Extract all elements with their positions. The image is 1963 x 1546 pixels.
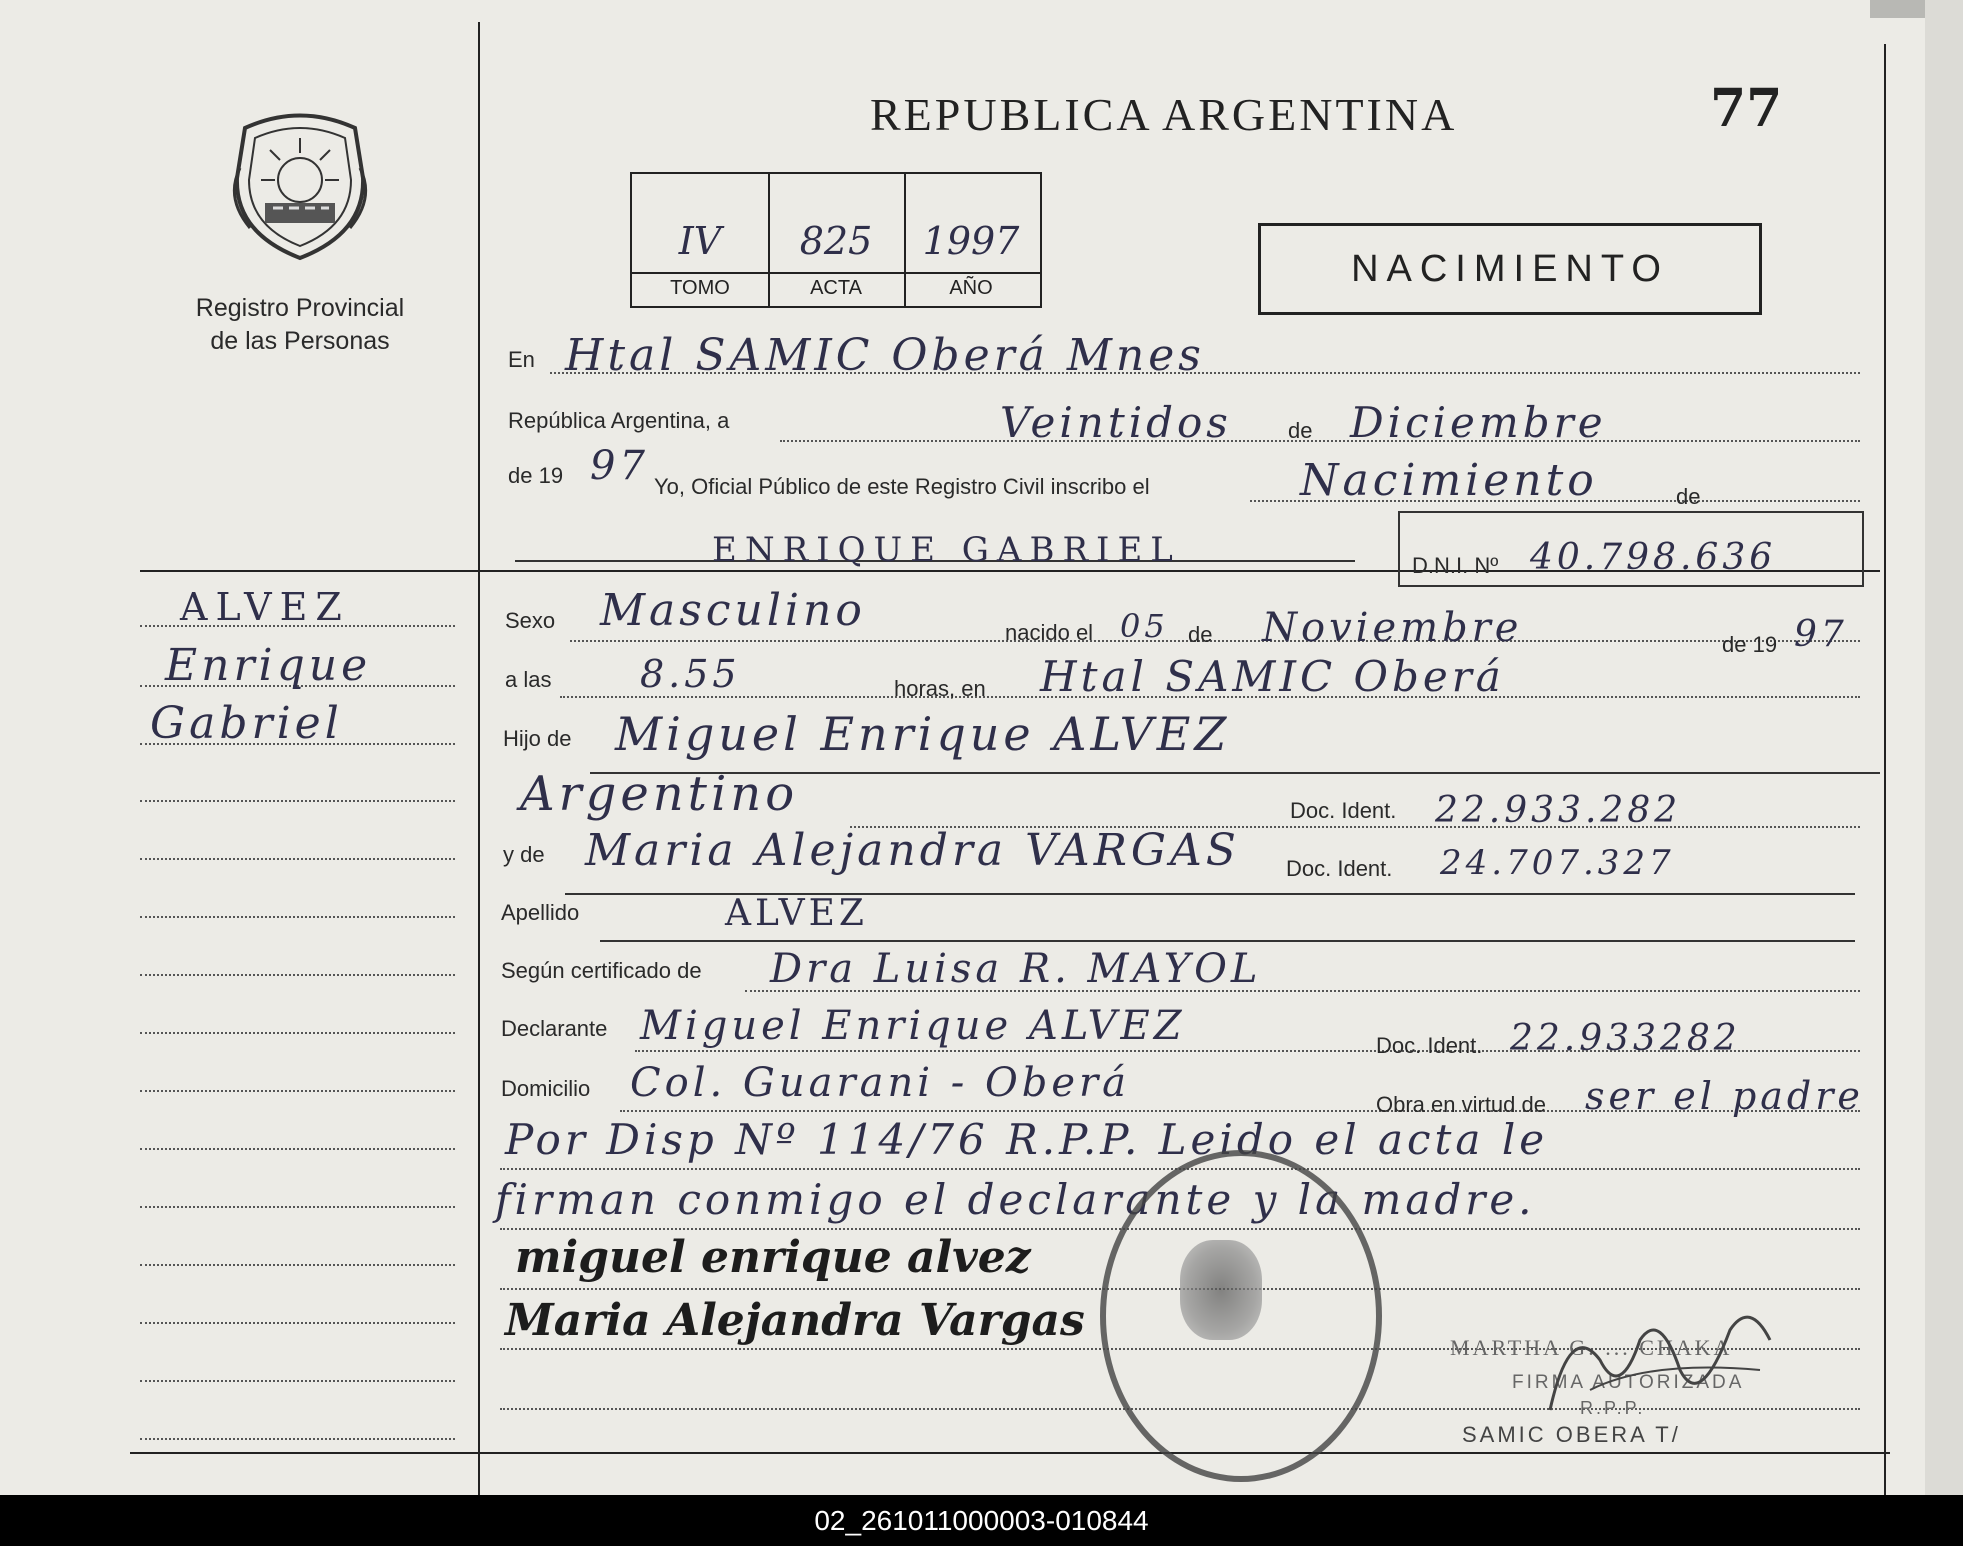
register-box xyxy=(630,172,1042,308)
birth-day: 05 xyxy=(1120,607,1169,645)
page-number: 77 xyxy=(1710,78,1783,139)
dni-value: 40.798.636 xyxy=(1530,537,1777,578)
anio-cell xyxy=(904,174,1038,306)
margin-line xyxy=(140,1032,455,1034)
note-text-2: firman conmigo el declarante y la madre. xyxy=(495,1175,1536,1224)
tomo-cell xyxy=(632,174,770,306)
yo-label: Yo, Oficial Público de este Registro Civil inscribo el xyxy=(654,474,1150,499)
margin-line xyxy=(140,1322,455,1324)
record-type-box xyxy=(1258,223,1762,315)
alas-label: a las xyxy=(505,667,552,692)
domicilio-label: Domicilio xyxy=(501,1076,591,1101)
left-column-divider xyxy=(478,22,480,1495)
page-edge xyxy=(1925,0,1963,1495)
en-label: En xyxy=(508,347,535,372)
anio-value: 1997 xyxy=(922,219,1020,263)
horas-label: horas, en xyxy=(894,676,986,701)
image-code: 02_261011000003-010844 xyxy=(814,1505,1149,1536)
act-value: Nacimiento xyxy=(1300,455,1598,506)
birth-month: Noviembre xyxy=(1262,605,1523,651)
nacido-label: nacido el xyxy=(1005,620,1094,645)
mother-value: Maria Alejandra VARGAS xyxy=(585,825,1240,876)
certificado-value: Dra Luisa R. MAYOL xyxy=(770,946,1262,992)
margin-name-1: Enrique xyxy=(165,640,372,691)
margin-line xyxy=(140,858,455,860)
official-org: R.P.P. xyxy=(1580,1398,1646,1418)
record-type: NACIMIENTO xyxy=(1351,248,1669,290)
acta-cell xyxy=(768,174,906,306)
official-office: SAMIC OBERA T/ xyxy=(1462,1422,1681,1447)
margin-line xyxy=(140,916,455,918)
de-label: de xyxy=(1288,418,1313,443)
margin-line xyxy=(140,1206,455,1208)
declarante-value: Miguel Enrique ALVEZ xyxy=(640,1003,1186,1049)
agency-name-line1: Registro Provincial xyxy=(195,294,405,322)
tomo-value: IV xyxy=(678,219,722,263)
apellido-label: Apellido xyxy=(501,900,580,925)
de-label-3: de xyxy=(1188,622,1213,647)
birth-place: Htal SAMIC Oberá xyxy=(1040,652,1505,701)
margin-line xyxy=(140,1148,455,1150)
margin-line xyxy=(140,1438,455,1440)
country-title: REPUBLICA ARGENTINA xyxy=(870,89,1458,140)
acta-value: 825 xyxy=(799,219,873,263)
official-signature-scribble xyxy=(1530,1300,1790,1440)
day-value: Veintidos xyxy=(1000,398,1232,447)
note-text-1: Por Disp Nº 114/76 R.P.P. Leido el acta le xyxy=(505,1115,1549,1164)
birth-year: 97 xyxy=(1794,614,1848,655)
tomo-label: TOMO xyxy=(670,277,730,299)
declarante-doc: 22.933282 xyxy=(1510,1018,1741,1059)
doc-label-2: Doc. Ident. xyxy=(1286,856,1393,881)
margin-line xyxy=(140,1264,455,1266)
sexo-value: Masculino xyxy=(600,585,866,636)
year-prefix: de 19 xyxy=(508,463,564,488)
republica-label: República Argentina, a xyxy=(508,408,730,433)
agency-name-line2: de las Personas xyxy=(210,327,390,355)
stamp-emblem-icon xyxy=(1180,1240,1262,1340)
anio-label: AÑO xyxy=(949,277,993,299)
hijo-label: Hijo de xyxy=(503,726,572,751)
doc-label-3: Doc. Ident. xyxy=(1376,1033,1483,1058)
apellido-line xyxy=(600,940,1855,942)
hour-value: 8.55 xyxy=(640,652,741,696)
birth-year-prefix: de 19 xyxy=(1722,632,1778,657)
sexo-line xyxy=(570,640,1860,642)
acta-label: ACTA xyxy=(810,277,862,299)
certificado-label: Según certificado de xyxy=(501,958,702,983)
mother-doc: 24.707.327 xyxy=(1440,843,1675,883)
father-nationality: Argentino xyxy=(520,766,799,822)
year-value: 97 xyxy=(590,443,649,489)
month-value: Diciembre xyxy=(1350,398,1607,447)
declarante-label: Declarante xyxy=(501,1016,608,1041)
sexo-label: Sexo xyxy=(505,608,556,633)
scan-footer xyxy=(0,1495,1963,1546)
margin-name-2: Gabriel xyxy=(150,698,343,749)
right-border xyxy=(1884,44,1886,1495)
apellido-value: ALVEZ xyxy=(725,893,868,934)
register-separator xyxy=(632,272,1040,274)
margin-surname: ALVEZ xyxy=(180,585,350,629)
margin-line xyxy=(140,800,455,802)
margin-line xyxy=(140,1380,455,1382)
yde-label: y de xyxy=(503,842,545,867)
official-name: MARTHA G. ... CHAKA xyxy=(1450,1335,1733,1360)
official-role: FIRMA AUTORIZADA xyxy=(1512,1372,1745,1393)
margin-line xyxy=(140,1090,455,1092)
obra-value: ser el padre xyxy=(1585,1074,1864,1118)
misiones-seal-icon xyxy=(225,108,375,268)
bottom-divider xyxy=(130,1452,1890,1454)
domicilio-value: Col. Guarani - Oberá xyxy=(630,1060,1130,1106)
de-label-2: de xyxy=(1676,484,1701,509)
signature-father: miguel enrique alvez xyxy=(515,1232,1031,1283)
father-value: Miguel Enrique ALVEZ xyxy=(615,707,1231,761)
child-name: ENRIQUE GABRIEL xyxy=(712,530,1181,570)
doc-label: Doc. Ident. xyxy=(1290,798,1397,823)
en-value: Htal SAMIC Oberá Mnes xyxy=(565,330,1205,381)
date-line xyxy=(780,440,1860,442)
margin-line xyxy=(140,974,455,976)
dni-label: D.N.I. Nº xyxy=(1412,553,1499,578)
signature-mother: Maria Alejandra Vargas xyxy=(505,1295,1085,1346)
father-doc: 22.933.282 xyxy=(1435,790,1682,831)
obra-label: Obra en virtud de xyxy=(1376,1092,1546,1117)
